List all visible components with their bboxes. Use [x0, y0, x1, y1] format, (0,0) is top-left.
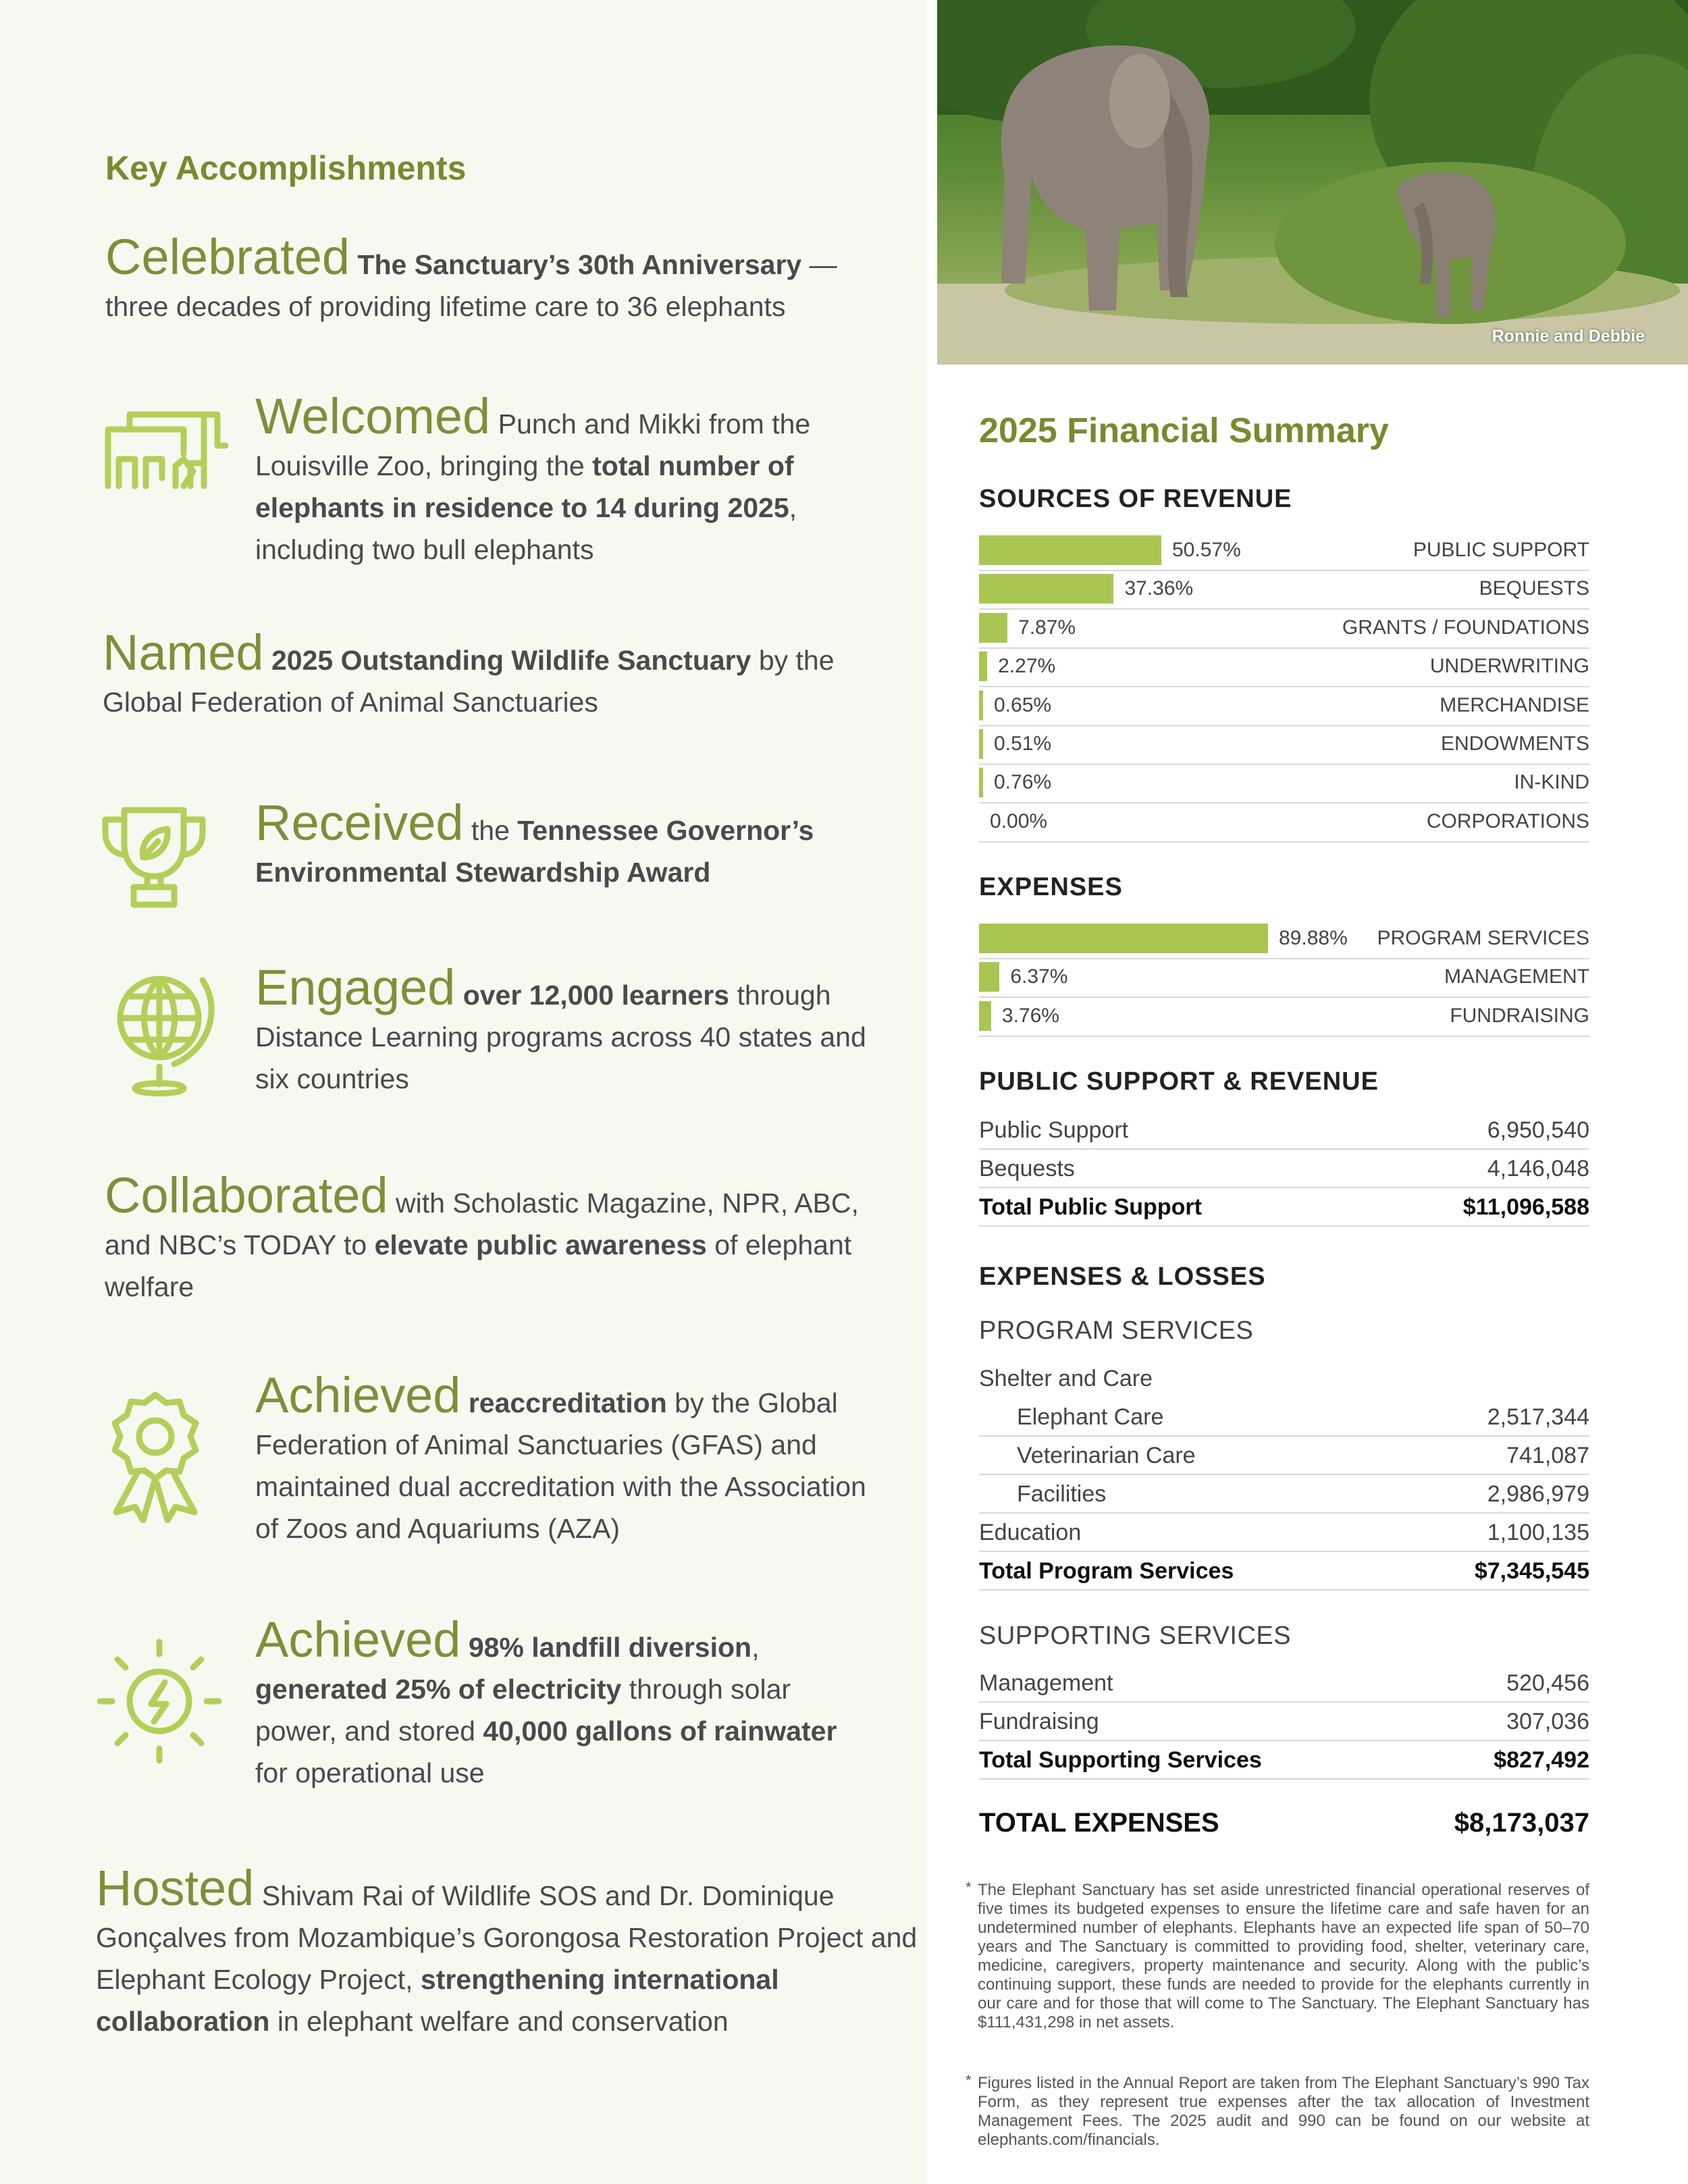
supporting-services-label: Total Supporting Services: [979, 1747, 1262, 1773]
expenses-label: MANAGEMENT: [1444, 965, 1589, 988]
accomplishment-text: by the Global Federation of Animal Sanctuaries: [103, 645, 835, 718]
photo-illustration: [937, 0, 1688, 365]
revenue-label: CORPORATIONS: [1426, 809, 1589, 832]
accomplishment-text: ,: [751, 1632, 760, 1663]
accomplishment-verb: Engaged: [255, 959, 456, 1015]
public-support-row: [979, 1111, 1589, 1150]
expenses-label: PROGRAM SERVICES: [1377, 927, 1589, 949]
accomplishment-highlight: over 12,000 learners: [463, 980, 730, 1011]
accomplishment-text: through solar power, and stored: [255, 1674, 791, 1747]
revenue-bar-row: [979, 649, 1589, 687]
revenue-bar: [979, 729, 983, 759]
footnote-reserves: [966, 1881, 1589, 2032]
accomplishment-achieved-accreditation: [255, 1367, 890, 1549]
revenue-label: UNDERWRITING: [1429, 655, 1589, 678]
elephants-photo: [937, 0, 1688, 365]
accomplishment-highlight: reaccreditation: [468, 1387, 667, 1418]
revenue-bar: [979, 535, 1161, 565]
accomplishment-text: — three decades of providing lifetime care to 36 elephants: [105, 249, 837, 322]
revenue-bar-row: [979, 571, 1589, 610]
revenue-label: PUBLIC SUPPORT: [1413, 539, 1589, 561]
accomplishment-text: , including two bull elephants: [255, 492, 797, 565]
accomplishment-verb: Received: [255, 795, 464, 851]
total-expenses-row: [979, 1808, 1589, 1838]
shelter-and-care-label: Shelter and Care: [979, 1366, 1153, 1391]
accomplishment-highlight: strengthening international collaboration: [96, 1964, 779, 2037]
accomplishment-verb: Achieved: [255, 1367, 461, 1423]
revenue-bar: [979, 691, 983, 720]
program-services-label: Elephant Care: [1017, 1404, 1164, 1430]
revenue-label: GRANTS / FOUNDATIONS: [1342, 616, 1589, 639]
public-support-row: [979, 1188, 1589, 1227]
award-ribbon-icon: [101, 1388, 209, 1523]
supporting-services-value: 520,456: [1506, 1670, 1589, 1696]
expenses-bar: [979, 1001, 991, 1031]
revenue-bar-row: [979, 726, 1589, 765]
expenses-bar-row: [979, 998, 1589, 1037]
accomplishment-highlight: The Sanctuary’s 30th Anniversary: [357, 249, 802, 280]
accomplishment-text: of elephant welfare: [105, 1229, 852, 1302]
accomplishment-text: the: [463, 815, 518, 846]
program-services-value: $7,345,545: [1474, 1558, 1589, 1584]
accomplishment-received: [255, 795, 863, 893]
trophy-icon: [100, 803, 208, 911]
revenue-percent: 0.76%: [994, 771, 1052, 794]
total-expenses-label: TOTAL EXPENSES: [979, 1808, 1219, 1838]
revenue-bar: [979, 651, 987, 681]
accomplishment-highlight: 2025 Outstanding Wildlife Sanctuary: [271, 645, 751, 676]
public-support-label: Public Support: [979, 1117, 1129, 1143]
accomplishment-text: through Distance Learning programs across 40 states and six countries: [255, 980, 866, 1094]
program-services-row: [979, 1475, 1589, 1514]
accomplishment-text: with Scholastic Magazine, NPR, ABC, and NBC’s TODAY to: [105, 1188, 859, 1260]
expenses-bar-row: [979, 959, 1589, 998]
footnote-marker: *: [966, 2072, 972, 2089]
revenue-bar: [979, 768, 983, 797]
shelter-and-care-row: [979, 1360, 1589, 1398]
globe-icon: [108, 965, 216, 1100]
revenue-section-title: SOURCES OF REVENUE: [979, 485, 1292, 513]
revenue-percent: 7.87%: [1018, 616, 1076, 639]
revenue-percent: 37.36%: [1124, 577, 1194, 600]
accomplishment-highlight: 98% landfill diversion: [468, 1632, 752, 1663]
program-services-row: [979, 1398, 1589, 1437]
expenses-percent: 89.88%: [1279, 927, 1348, 949]
revenue-bar-row: [979, 804, 1589, 843]
program-services-subtitle: PROGRAM SERVICES: [979, 1316, 1254, 1345]
accomplishment-celebrated: [105, 229, 889, 327]
accomplishment-highlight: 40,000 gallons of rainwater: [483, 1715, 837, 1747]
revenue-bar-row: [979, 610, 1589, 649]
accomplishment-verb: Welcomed: [255, 388, 491, 444]
revenue-label: ENDOWMENTS: [1441, 733, 1589, 755]
accomplishment-text: Shivam Rai of Wildlife SOS and Dr. Dominique Gonçalves from Mozambique’s Gorongosa Restoration Project and Elephant Ecology Project,: [96, 1880, 918, 1995]
program-services-row: [979, 1552, 1589, 1591]
accomplishment-verb: Named: [103, 624, 264, 681]
accomplishment-verb: Celebrated: [105, 229, 350, 285]
revenue-percent: 2.27%: [998, 655, 1056, 678]
revenue-label: IN-KIND: [1514, 771, 1589, 794]
revenue-bar-row: [979, 533, 1589, 571]
public-support-value: 6,950,540: [1487, 1117, 1589, 1143]
program-services-value: 1,100,135: [1487, 1520, 1589, 1545]
revenue-bar-row: [979, 688, 1589, 726]
supporting-services-value: 307,036: [1506, 1709, 1589, 1734]
accomplishment-text: in elephant welfare and conservation: [269, 2006, 729, 2037]
expenses-section-title: EXPENSES: [979, 873, 1123, 901]
accomplishment-text: for operational use: [255, 1757, 485, 1788]
accomplishment-highlight: generated 25% of electricity: [255, 1674, 622, 1705]
revenue-bar-row: [979, 765, 1589, 803]
supporting-services-subtitle: SUPPORTING SERVICES: [979, 1622, 1292, 1650]
supporting-services-row: [979, 1664, 1589, 1703]
supporting-services-label: Management: [979, 1670, 1113, 1696]
revenue-bar: [979, 613, 1007, 643]
program-services-label: Education: [979, 1520, 1082, 1545]
program-services-row: [979, 1514, 1589, 1552]
revenue-percent: 50.57%: [1172, 539, 1241, 561]
public-support-value: $11,096,588: [1462, 1194, 1589, 1220]
accomplishment-verb: Collaborated: [105, 1167, 388, 1223]
footnote-marker: *: [966, 1879, 972, 1896]
program-services-label: Veterinarian Care: [1017, 1443, 1196, 1468]
program-services-value: 2,986,979: [1487, 1481, 1589, 1507]
accomplishment-welcomed: [255, 388, 863, 570]
expenses-losses-section-title: EXPENSES & LOSSES: [979, 1262, 1266, 1291]
key-accomplishments-title: Key Accomplishments: [105, 149, 467, 187]
revenue-bar: [979, 574, 1113, 604]
accomplishment-named: [103, 624, 886, 723]
supporting-services-row: [979, 1741, 1589, 1780]
footnote-reserves-text: The Elephant Sanctuary has set aside unrestricted financial operational reserves of five times its budgeted expenses to ensure the lifetime care and safe haven for an undetermined number of elephants. Elephants have an expected life span of 50–70 years and The Sanctuary is committed to providing food, shelter, veterinary care, medicine, caregivers, property maintenance and security. Along with the public’s continuing support, these funds are needed to provide for the elephants currently in our care and for those that will come to The Sanctuary. The Elephant Sanctuary has $111,431,298 in net assets.: [978, 1881, 1589, 2031]
public-support-label: Bequests: [979, 1156, 1075, 1181]
public-support-value: 4,146,048: [1487, 1156, 1589, 1181]
elephants-icon: [103, 405, 231, 500]
revenue-percent: 0.65%: [994, 693, 1052, 716]
expenses-bar: [979, 924, 1268, 953]
accomplishment-verb: Hosted: [96, 1860, 255, 1916]
footnote-990-text: Figures listed in the Annual Report are taken from The Elephant Sanctuary’s 990 Tax Form, as they represent true expenses after the tax allocation of Investment Management Fees. The 2025 audit and 990 can be found on our website at elephants.com/financials.: [978, 2074, 1589, 2149]
revenue-percent: 0.00%: [990, 809, 1048, 832]
expenses-percent: 6.37%: [1010, 965, 1068, 988]
accomplishment-highlight: elevate public awareness: [374, 1229, 707, 1260]
revenue-label: MERCHANDISE: [1440, 693, 1589, 716]
financial-summary-title: 2025 Financial Summary: [979, 411, 1389, 450]
accomplishment-hosted: [96, 1860, 920, 2042]
accomplishment-verb: Achieved: [255, 1612, 461, 1668]
accomplishment-achieved-sustainability: [255, 1612, 876, 1794]
supporting-services-row: [979, 1703, 1589, 1741]
program-services-value: 741,087: [1506, 1443, 1589, 1468]
sun-bolt-icon: [92, 1634, 227, 1769]
expenses-bar: [979, 962, 999, 992]
program-services-label: Total Program Services: [979, 1558, 1234, 1584]
accomplishment-engaged: [255, 959, 890, 1100]
expenses-bar-row: [979, 921, 1589, 959]
footnote-990: [966, 2074, 1589, 2150]
public-support-label: Total Public Support: [979, 1194, 1202, 1220]
total-expenses-value: $8,173,037: [1454, 1808, 1589, 1838]
supporting-services-label: Fundraising: [979, 1709, 1099, 1734]
accomplishment-highlight: Tennessee Governor’s Environmental Stewardship Award: [255, 815, 814, 888]
accomplishment-highlight: total number of elephants in residence to 14 during 2025: [255, 450, 794, 523]
revenue-percent: 0.51%: [994, 733, 1052, 755]
public-support-section-title: PUBLIC SUPPORT & REVENUE: [979, 1067, 1379, 1096]
supporting-services-value: $827,492: [1494, 1747, 1589, 1773]
program-services-label: Facilities: [1017, 1481, 1107, 1507]
program-services-value: 2,517,344: [1487, 1404, 1589, 1430]
accomplishment-text: by the Global Federation of Animal Sanctuaries (GFAS) and maintained dual accreditation with the Association of Zoos and Aquariums (AZA): [255, 1387, 866, 1544]
program-services-row: [979, 1437, 1589, 1475]
photo-caption: Ronnie and Debbie: [1492, 327, 1645, 346]
expenses-label: FUNDRAISING: [1450, 1004, 1589, 1027]
revenue-label: BEQUESTS: [1479, 577, 1589, 600]
expenses-percent: 3.76%: [1001, 1004, 1059, 1027]
accomplishment-text: Punch and Mikki from the Louisville Zoo, bringing the: [255, 408, 811, 481]
accomplishment-collaborated: [105, 1167, 888, 1308]
public-support-row: [979, 1150, 1589, 1188]
